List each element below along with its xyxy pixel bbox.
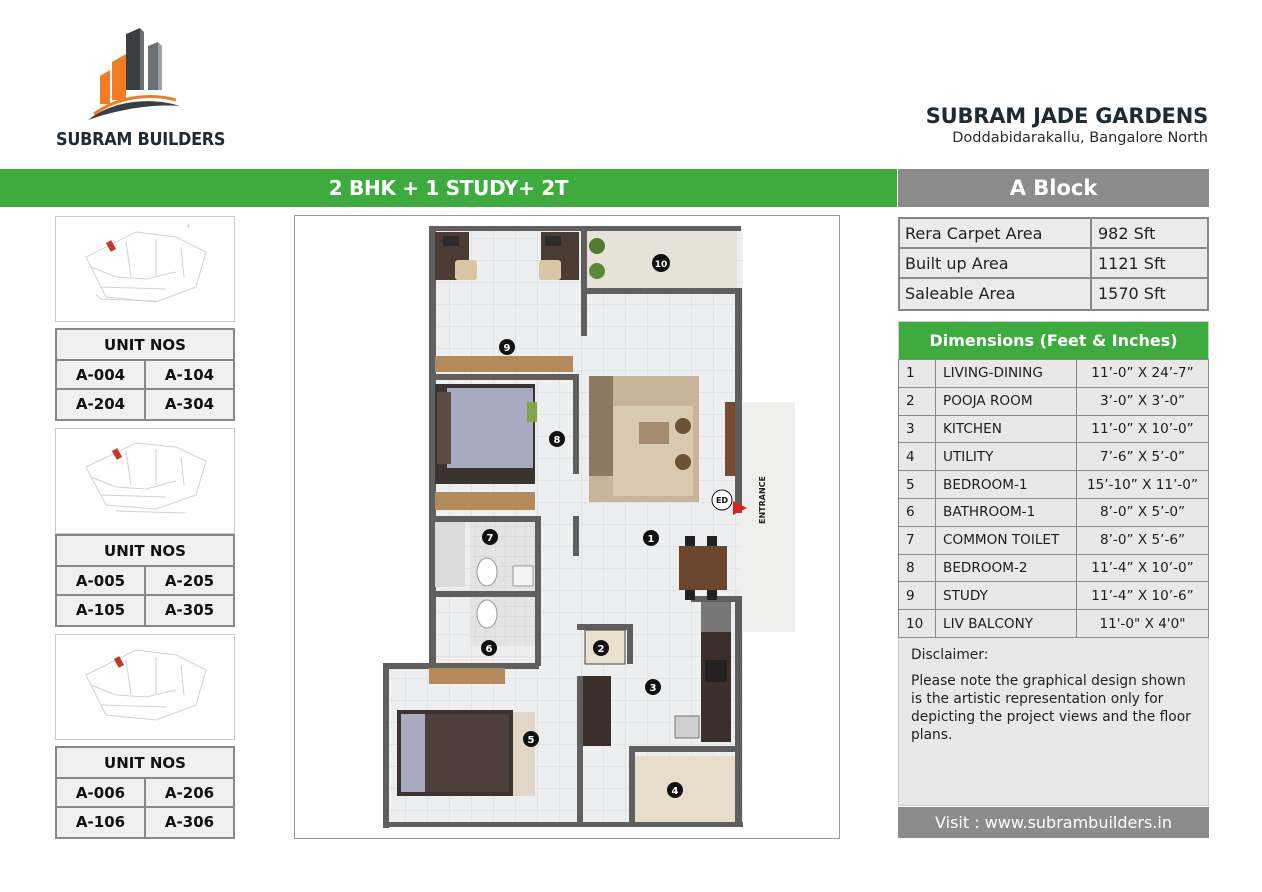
room-size: 11’-4” X 10’-0” <box>1077 554 1209 582</box>
unit-number: A-304 <box>144 390 233 419</box>
area-row <box>900 219 1207 249</box>
unit-numbers-heading: UNIT NOS <box>57 330 233 361</box>
dimension-row <box>899 582 1209 610</box>
unit-numbers-heading: UNIT NOS <box>57 536 233 567</box>
area-table <box>898 217 1209 311</box>
website-link[interactable]: Visit : www.subrambuilders.in <box>898 807 1209 838</box>
company-logo <box>52 28 226 154</box>
key-plan-icon <box>56 217 234 321</box>
room-name: BEDROOM-1 <box>936 471 1077 499</box>
floor-plan <box>294 215 840 839</box>
unit-numbers-row <box>57 808 233 837</box>
dimension-row <box>899 360 1209 388</box>
buildings-logo-icon <box>86 28 196 124</box>
unit-number: A-106 <box>75 813 126 831</box>
room-number: 7 <box>899 526 936 554</box>
room-marker: 2 <box>597 644 605 655</box>
svg-text:↑: ↑ <box>186 224 192 231</box>
room-name: BATHROOM-1 <box>936 498 1077 526</box>
unit-numbers-row <box>57 361 233 390</box>
key-plan-1 <box>55 216 235 322</box>
disclaimer <box>899 638 1208 744</box>
unit-numbers-table <box>55 534 235 627</box>
room-name: POOJA ROOM <box>936 387 1077 415</box>
room-size: 11’-4” X 10’-6” <box>1077 582 1209 610</box>
room-marker: 7 <box>486 533 494 544</box>
unit-number: A-205 <box>144 567 233 594</box>
unit-numbers-row <box>57 596 233 625</box>
dimension-row <box>899 610 1209 638</box>
room-number: 1 <box>899 360 936 388</box>
unit-number: A-104 <box>144 361 233 388</box>
dimension-row <box>899 498 1209 526</box>
key-plan-3 <box>55 634 235 740</box>
room-marker: 4 <box>671 786 679 797</box>
room-size: 3’-0” X 3’-0” <box>1077 387 1209 415</box>
room-size: 8’-0” X 5’-0” <box>1077 498 1209 526</box>
room-size: 11’-0” X 24’-7” <box>1077 360 1209 388</box>
dimension-row <box>899 526 1209 554</box>
room-marker: 8 <box>553 435 561 446</box>
unit-number: A-306 <box>144 808 233 837</box>
dimension-row <box>899 443 1209 471</box>
room-size: 11’-0” X 10’-0” <box>1077 415 1209 443</box>
room-size: 8’-0” X 5’-6” <box>1077 526 1209 554</box>
project-header <box>926 104 1208 146</box>
key-plan-icon <box>56 635 234 739</box>
area-row <box>900 279 1207 309</box>
area-label: Built up Area <box>900 249 1092 277</box>
room-number: 4 <box>899 443 936 471</box>
door-label: ED <box>715 496 729 505</box>
room-size: 11'-0" X 4'0" <box>1077 610 1209 638</box>
room-name: LIVING-DINING <box>936 360 1077 388</box>
room-size: 7’-6” X 5’-0” <box>1077 443 1209 471</box>
room-name: BEDROOM-2 <box>936 554 1077 582</box>
entrance-label: ENTRANCE <box>758 476 767 524</box>
key-plan-2 <box>55 428 235 534</box>
room-size: 15’-10” X 11’-0” <box>1077 471 1209 499</box>
room-marker: 6 <box>485 644 493 655</box>
unit-number: A-204 <box>75 395 126 413</box>
dimensions-heading: Dimensions (Feet & Inches) <box>899 322 1208 359</box>
dimensions-table <box>898 359 1209 638</box>
block-banner: A Block <box>898 169 1209 207</box>
unit-numbers-row <box>57 390 233 419</box>
room-number: 10 <box>899 610 936 638</box>
room-number: 2 <box>899 387 936 415</box>
logo-text: SUBRAM BUILDERS <box>56 130 226 150</box>
area-value: 982 Sft <box>1098 224 1156 243</box>
room-number: 8 <box>899 554 936 582</box>
area-label: Saleable Area <box>900 279 1092 309</box>
unit-numbers-row <box>57 567 233 596</box>
dimension-row <box>899 471 1209 499</box>
area-value: 1121 Sft <box>1098 254 1166 273</box>
dimension-row <box>899 554 1209 582</box>
unit-number: A-305 <box>144 596 233 625</box>
disclaimer-text: Please note the graphical design shown is the artistic representation only for depicting the project views and the floor plans. <box>911 672 1191 743</box>
unit-number: A-005 <box>75 572 126 590</box>
unit-numbers-table <box>55 328 235 421</box>
unit-numbers-heading: UNIT NOS <box>57 748 233 779</box>
unit-numbers-row <box>57 779 233 808</box>
room-marker: 1 <box>647 534 655 545</box>
unit-number: A-006 <box>75 784 126 802</box>
room-name: UTILITY <box>936 443 1077 471</box>
room-marker: 5 <box>527 735 535 746</box>
room-name: LIV BALCONY <box>936 610 1077 638</box>
dimension-row <box>899 415 1209 443</box>
unit-number: A-206 <box>144 779 233 806</box>
dimension-row <box>899 387 1209 415</box>
unit-number: A-004 <box>75 366 126 384</box>
unit-number: A-105 <box>75 601 126 619</box>
room-name: KITCHEN <box>936 415 1077 443</box>
room-name: COMMON TOILET <box>936 526 1077 554</box>
area-row <box>900 249 1207 279</box>
room-number: 6 <box>899 498 936 526</box>
room-marker: 9 <box>503 343 511 354</box>
area-value: 1570 Sft <box>1098 284 1166 303</box>
room-number: 5 <box>899 471 936 499</box>
room-markers <box>295 216 839 838</box>
room-number: 3 <box>899 415 936 443</box>
room-marker: 3 <box>649 683 657 694</box>
disclaimer-title: Disclaimer: <box>911 646 989 663</box>
key-plan-icon <box>56 429 234 525</box>
room-marker: 10 <box>654 260 668 270</box>
room-number: 9 <box>899 582 936 610</box>
room-name: STUDY <box>936 582 1077 610</box>
configuration-banner: 2 BHK + 1 STUDY+ 2T <box>0 169 897 207</box>
dimensions-panel <box>898 321 1209 806</box>
area-label: Rera Carpet Area <box>900 219 1092 247</box>
unit-numbers-table <box>55 746 235 839</box>
project-title: SUBRAM JADE GARDENS <box>925 104 1208 128</box>
project-location: Doddabidarakallu, Bangalore North <box>952 130 1208 146</box>
